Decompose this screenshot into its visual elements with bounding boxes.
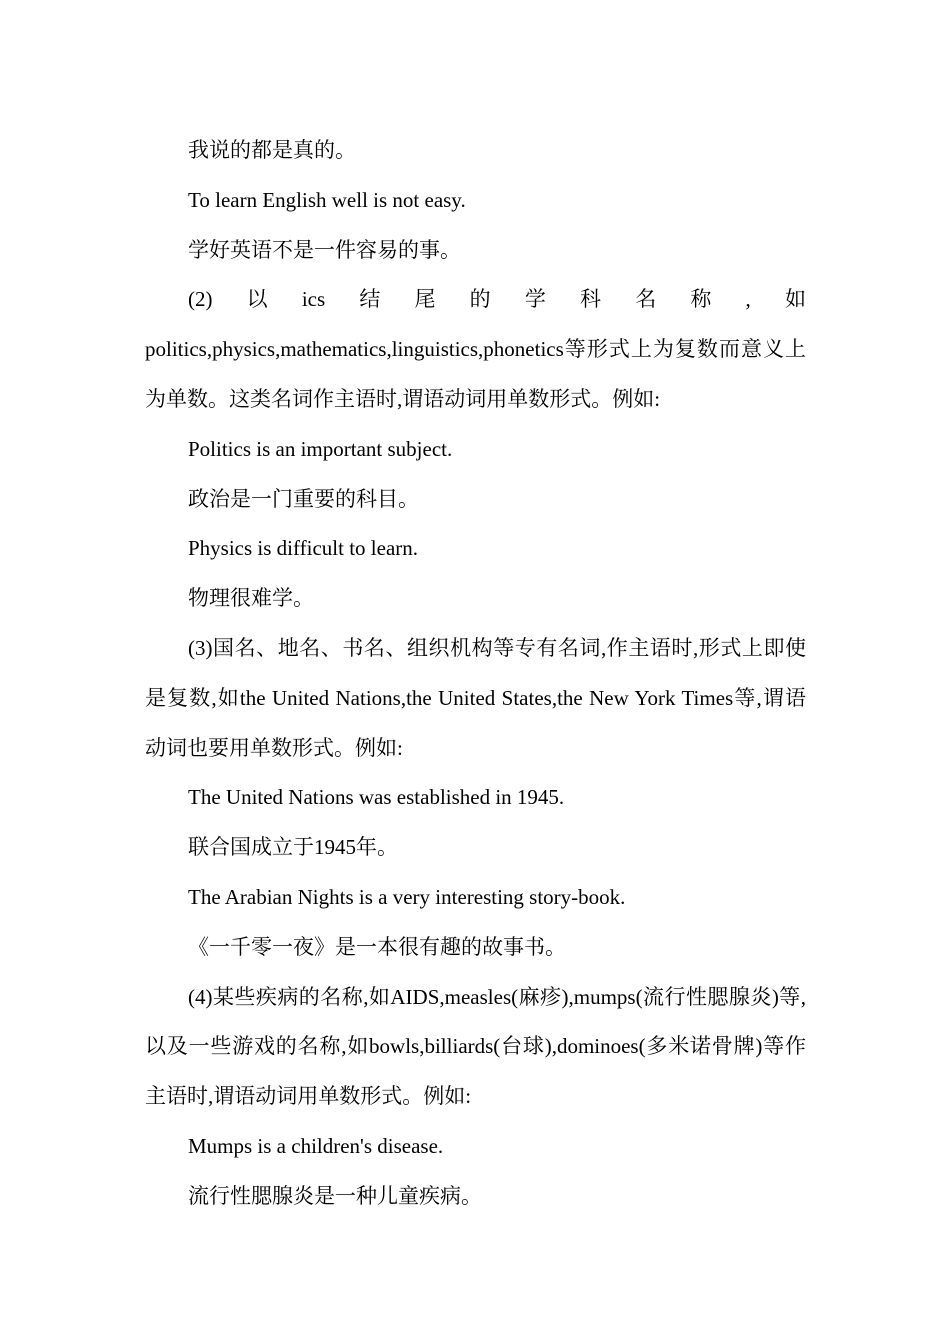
paragraph-example-english: Mumps is a children's disease. xyxy=(188,1133,444,1158)
paragraph-example-english: Physics is difficult to learn. xyxy=(188,536,419,561)
paragraph-rule-4: (4)某些疾病的名称,如AIDS,measles(麻疹),mumps(流行性腮腺炎)等,以及一些游戏的名称,如bowls,billiards(台球),dominoes(多米诺骨牌)等作主语时,谓语动词用单数形式。例如: xyxy=(145,984,806,1109)
document-body xyxy=(145,126,806,1222)
paragraph-chinese-sentence: 我说的都是真的。 xyxy=(188,138,356,162)
paragraph-example-chinese: 流行性腮腺炎是一种儿童疾病。 xyxy=(188,1183,482,1208)
paragraph-example-chinese: 学好英语不是一件容易的事。 xyxy=(188,237,461,262)
paragraph-rule-3: (3)国名、地名、书名、组织机构等专有名词,作主语时,形式上即使是复数,如the United Nations,the United States,the New York Times等,谓语动词也要用单数形式。例如: xyxy=(145,635,806,760)
paragraph-example-chinese: 政治是一门重要的科目。 xyxy=(188,486,419,511)
paragraph-example-english: The United Nations was established in 1945. xyxy=(188,785,565,810)
paragraph-example-english: The Arabian Nights is a very interesting story-book. xyxy=(188,884,626,909)
paragraph-example-chinese: 联合国成立于1945年。 xyxy=(188,835,398,860)
paragraph-example-chinese: 物理很难学。 xyxy=(188,586,314,611)
paragraph-rule-2: (2)以ics结尾的学科名称,如politics,physics,mathematics,linguistics,phonetics等形式上为复数而意义上为单数。这类名词作主语时,谓语动词用单数形式。例如: xyxy=(145,287,806,411)
paragraph-example-english: To learn English well is not easy. xyxy=(188,187,466,212)
paragraph-example-english: Politics is an important subject. xyxy=(188,436,453,461)
paragraph-example-chinese: 《一千零一夜》是一本很有趣的故事书。 xyxy=(188,934,566,959)
